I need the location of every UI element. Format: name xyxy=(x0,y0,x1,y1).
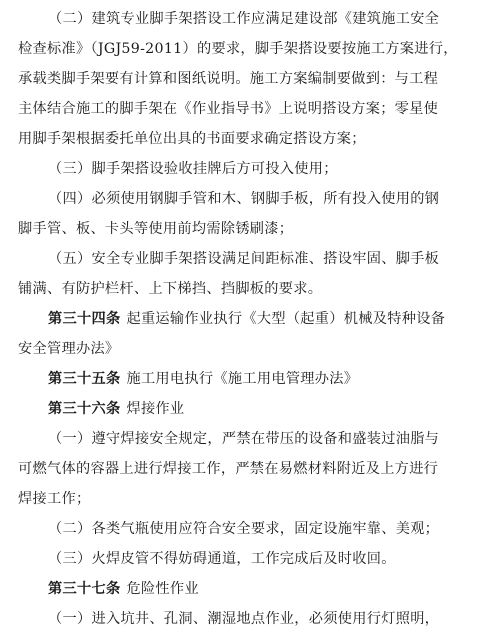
text-line xyxy=(18,4,466,34)
line-text: （一）遵守焊接安全规定，严禁在带压的设备和盛装过油脂与 xyxy=(48,431,440,447)
text-line xyxy=(18,454,466,484)
article-number: 第三十五条 xyxy=(48,371,121,387)
line-text: （二）各类气瓶使用应符合安全要求，固定设施牢靠、美观； xyxy=(48,521,440,537)
text-line xyxy=(18,244,466,274)
article-number: 第三十七条 xyxy=(48,581,121,597)
article-number: 第三十四条 xyxy=(48,311,121,327)
line-text: （一）进入坑井、孔洞、潮湿地点作业，必须使用行灯照明， xyxy=(48,611,440,627)
line-text: 检查标准》（JGJ59-2011）的要求，脚手架搭设要按施工方案进行， xyxy=(18,41,458,57)
article-heading xyxy=(18,394,466,424)
text-line xyxy=(18,34,466,64)
article-title: 危险性作业 xyxy=(126,581,199,597)
text-line xyxy=(18,544,466,574)
text-line xyxy=(18,214,466,244)
line-text: 可燃气体的容器上进行焊接工作，严禁在易燃材料附近及上方进行 xyxy=(18,461,439,477)
article-number: 第三十六条 xyxy=(48,401,121,417)
line-text: 铺满、有防护栏杆、上下梯挡、挡脚板的要求。 xyxy=(18,281,323,297)
line-text: （五）安全专业脚手架搭设满足间距标准、搭设牢固、脚手板 xyxy=(48,251,440,267)
text-line xyxy=(18,274,466,304)
text-line xyxy=(18,484,466,514)
text-line xyxy=(18,604,466,634)
text-line xyxy=(18,514,466,544)
text-line xyxy=(18,94,466,124)
line-text: （二）建筑专业脚手架搭设工作应满足建设部《建筑施工安全 xyxy=(48,11,440,27)
text-line xyxy=(18,334,466,364)
article-heading xyxy=(18,304,466,334)
text-line xyxy=(18,424,466,454)
line-text: 安全管理办法》 xyxy=(18,341,120,357)
article-title: 焊接作业 xyxy=(126,401,185,417)
article-heading xyxy=(18,574,466,604)
line-text: （三）火焊皮管不得妨碍通道，工作完成后及时收回。 xyxy=(48,551,396,567)
line-text: （三）脚手架搭设验收挂牌后方可投入使用； xyxy=(48,161,338,177)
text-line xyxy=(18,64,466,94)
text-line xyxy=(18,154,466,184)
article-title: 施工用电执行《施工用电管理办法》 xyxy=(126,371,359,387)
line-text: 焊接工作； xyxy=(18,491,91,507)
article-title: 起重运输作业执行《大型（起重）机械及特种设备 xyxy=(126,311,446,327)
text-line xyxy=(18,124,466,154)
line-text: 承载类脚手架要有计算和图纸说明。施工方案编制要做到：与工程 xyxy=(18,71,439,87)
article-heading xyxy=(18,364,466,394)
line-text: 用脚手架根据委托单位出具的书面要求确定搭设方案； xyxy=(18,131,366,147)
line-text: 主体结合施工的脚手架在《作业指导书》上说明搭设方案；零星使 xyxy=(18,101,439,117)
line-text: （四）必须使用钢脚手管和木、钢脚手板，所有投入使用的钢 xyxy=(48,191,440,207)
line-text: 脚手管、板、卡头等使用前均需除锈刷漆； xyxy=(18,221,294,237)
text-line xyxy=(18,184,466,214)
